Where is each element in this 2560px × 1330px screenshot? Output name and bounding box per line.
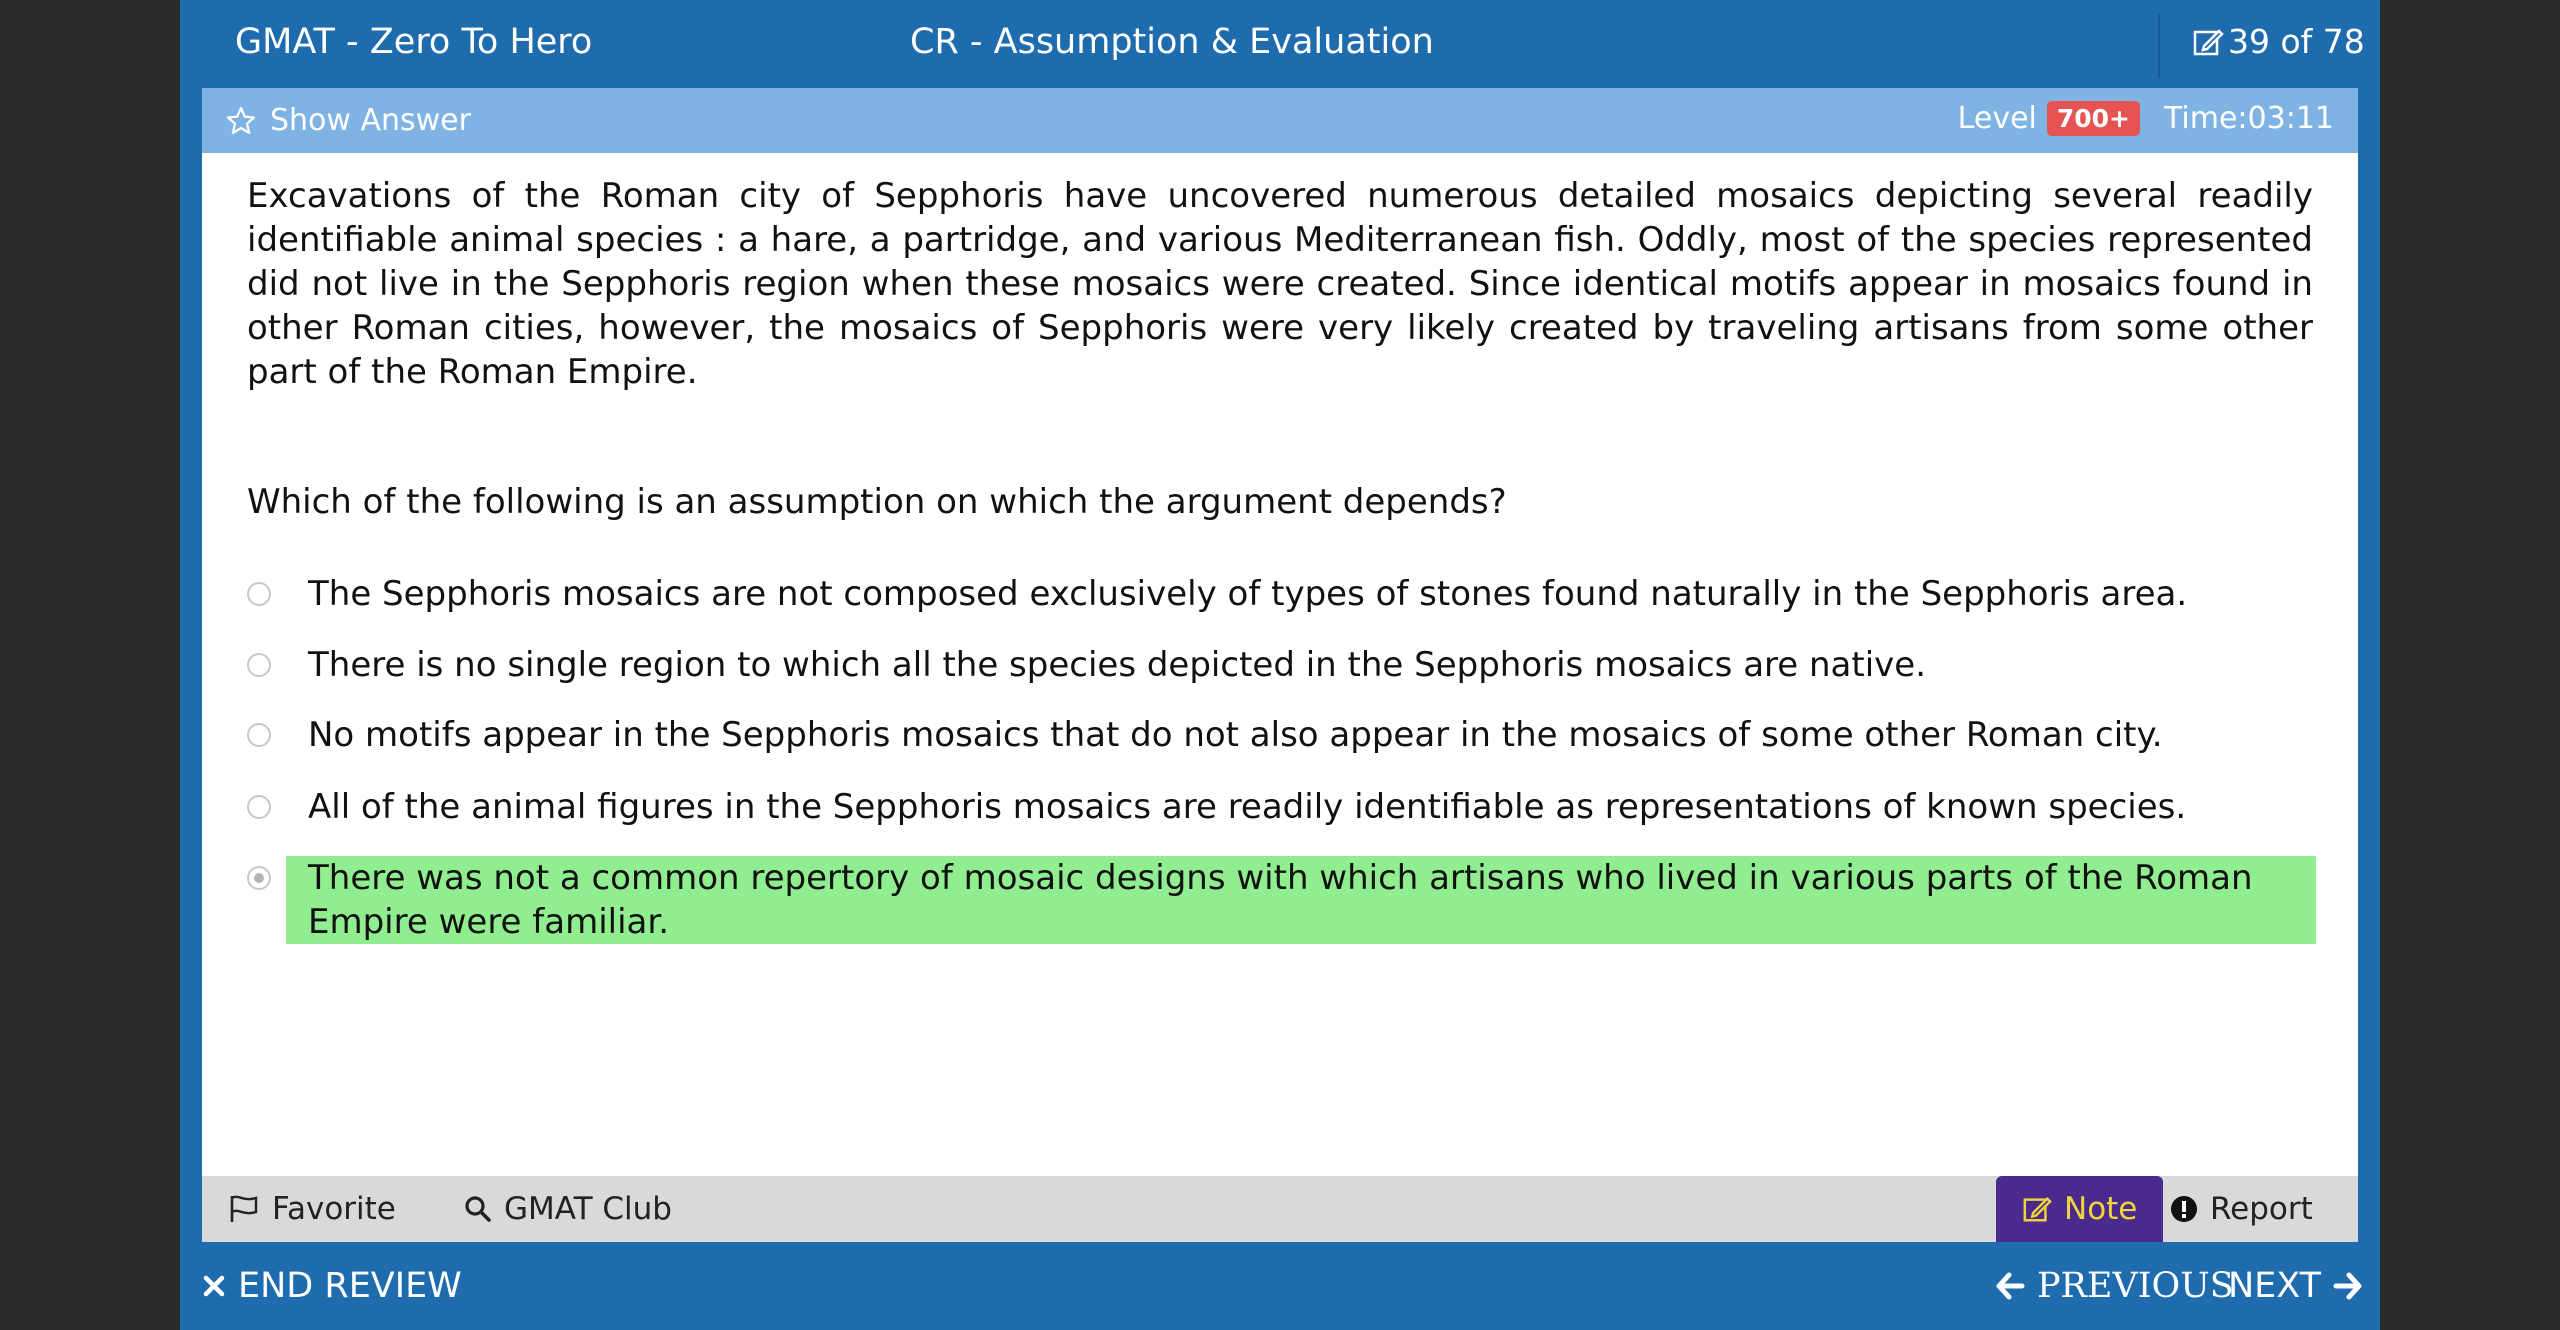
radio-button[interactable] [247, 723, 271, 747]
note-label: Note [2064, 1191, 2138, 1227]
answer-bar [202, 88, 2358, 153]
level-info [1958, 101, 2334, 136]
next-label: NEXT [2228, 1266, 2322, 1306]
end-review-button[interactable] [202, 1264, 462, 1308]
answer-choice-text: All of the animal figures in the Sepphoris mosaics are readily identifiable as representations of known species. [308, 787, 2187, 827]
previous-label: PREVIOUS [2037, 1266, 2234, 1306]
search-icon [464, 1195, 492, 1223]
note-button[interactable] [1996, 1176, 2163, 1242]
footer-bar [180, 1242, 2380, 1330]
radio-button[interactable] [247, 795, 271, 819]
question-panel [202, 88, 2358, 1242]
arrow-left-icon [1995, 1271, 2025, 1301]
favorite-button[interactable] [228, 1176, 396, 1242]
bottom-toolbar [202, 1176, 2358, 1242]
question-counter [2192, 22, 2365, 61]
end-review-label: END REVIEW [238, 1266, 462, 1306]
star-icon [226, 106, 256, 136]
gmat-club-label: GMAT Club [504, 1191, 672, 1227]
edit-icon [2022, 1194, 2052, 1224]
arrow-right-icon [2333, 1271, 2363, 1301]
answer-choice-text: No motifs appear in the Sepphoris mosaics that do not also appear in the mosaics of some other Roman city. [308, 715, 2163, 755]
passage-text: Excavations of the Roman city of Sepphoris have uncovered numerous detailed mosaics depicting several readily identifiable animal species : a hare, a partridge, and various Mediterranean fish. Oddly, most of the species represented did not live in the Sepphoris region when these mosaics were created. Since identical motifs appear in mosaics found in other Roman cities, however, the mosaics of Sepphoris were very likely created by traveling artisans from some other part of the Roman Empire. [247, 176, 2313, 392]
radio-button[interactable] [247, 582, 271, 606]
timer: Time:03:11 [2164, 101, 2334, 136]
radio-button-selected[interactable] [247, 866, 271, 890]
report-label: Report [2210, 1191, 2313, 1227]
next-button[interactable] [2228, 1264, 2363, 1308]
question-stem: Which of the following is an assumption on which the argument depends? [247, 482, 1507, 522]
flag-icon [228, 1194, 260, 1224]
level-badge: 700+ [2047, 101, 2140, 136]
header-divider [2158, 14, 2160, 78]
question-counter-text: 39 of 78 [2228, 22, 2365, 61]
answer-choice-text: There was not a common repertory of mosaic designs with which artisans who lived in various parts of the Roman Empire were familiar. [286, 856, 2316, 944]
favorite-label: Favorite [272, 1191, 396, 1227]
edit-icon [2192, 26, 2224, 58]
gmat-club-button[interactable] [464, 1176, 672, 1242]
app-title: GMAT - Zero To Hero [235, 22, 593, 62]
close-icon [202, 1274, 226, 1298]
answer-choice-text: The Sepphoris mosaics are not composed exclusively of types of stones found naturally in the Sepphoris area. [308, 574, 2188, 614]
previous-button[interactable] [1995, 1264, 2234, 1308]
radio-button[interactable] [247, 653, 271, 677]
report-button[interactable] [2170, 1176, 2313, 1242]
answer-choice-text: There is no single region to which all the species depicted in the Sepphoris mosaics are native. [308, 645, 1927, 685]
section-title: CR - Assumption & Evaluation [910, 22, 1434, 62]
level-label: Level [1957, 101, 2037, 136]
show-answer-label: Show Answer [270, 103, 471, 138]
app-window [180, 0, 2380, 1330]
exclamation-circle-icon [2170, 1195, 2198, 1223]
show-answer-button[interactable] [226, 103, 471, 138]
header-bar [180, 0, 2380, 88]
